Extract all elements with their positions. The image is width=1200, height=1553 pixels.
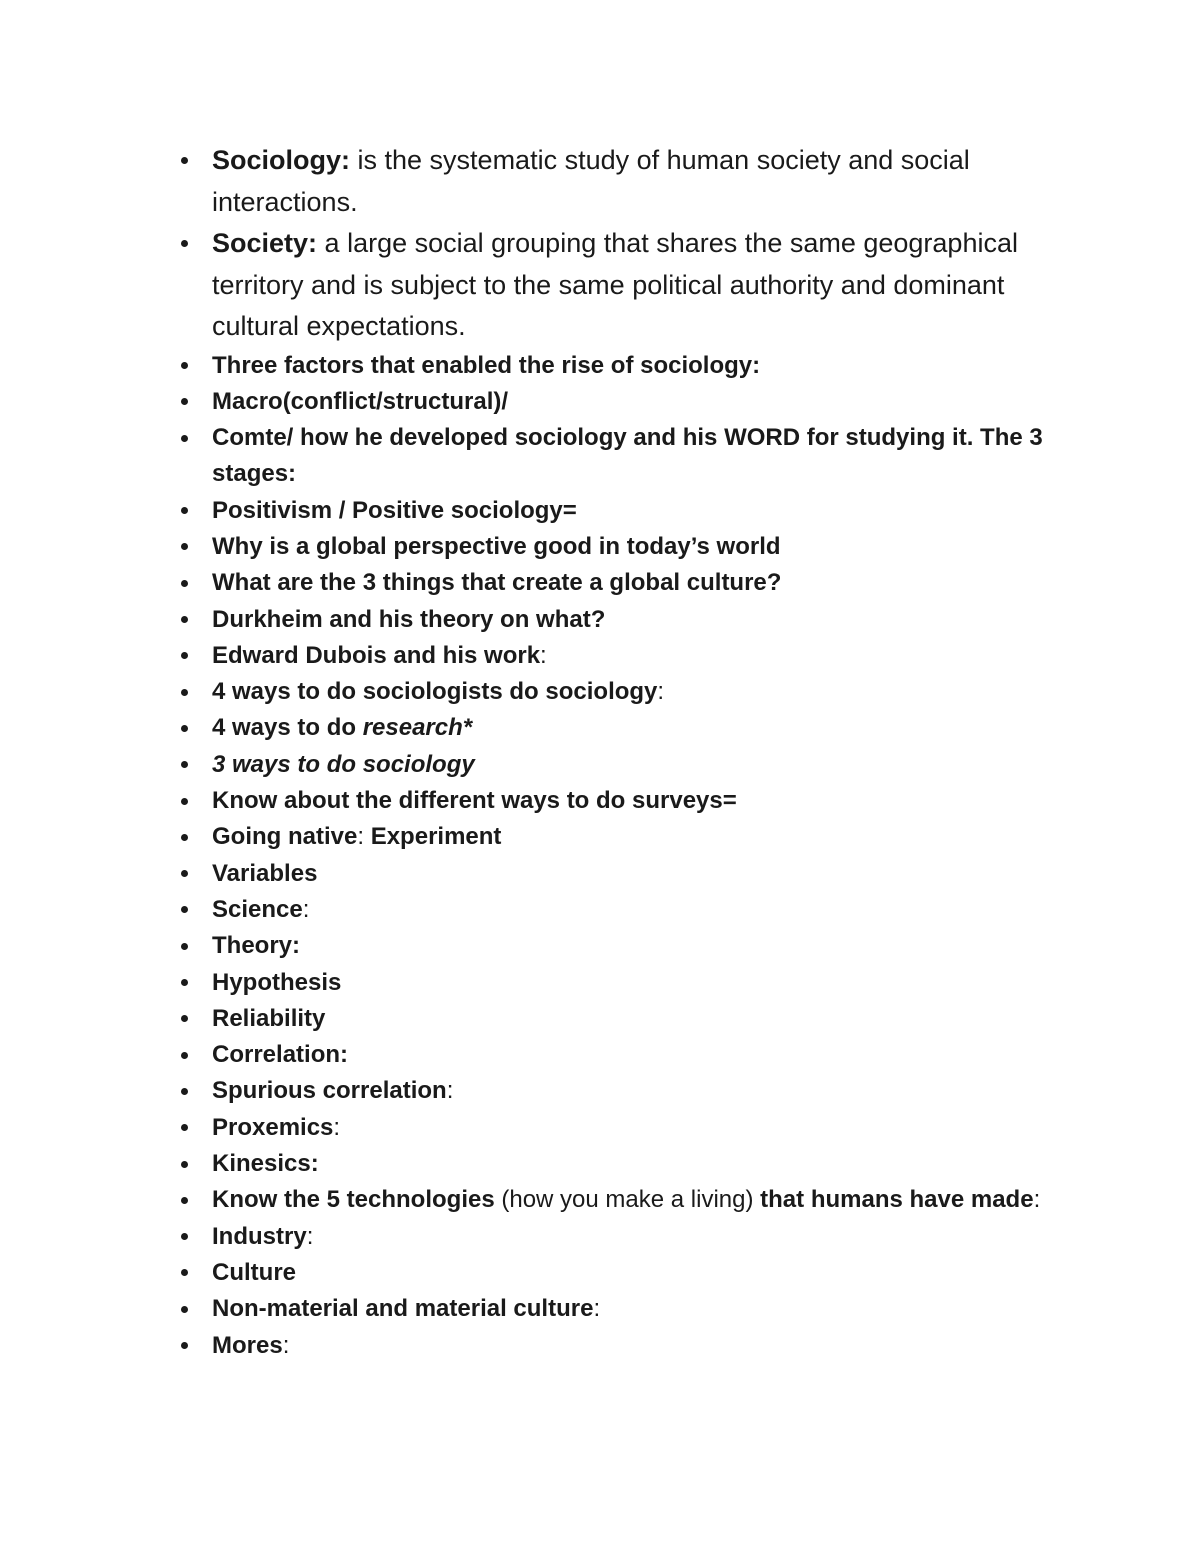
text-run: Society: — [212, 228, 318, 258]
text-run: Non-material and material culture — [212, 1295, 594, 1323]
text-run: : — [306, 1222, 314, 1250]
bullet-icon — [181, 1269, 188, 1276]
text-run: is the systematic study of human society and social interactions. — [212, 145, 970, 217]
bullet-icon — [181, 1124, 188, 1131]
text-run: Science — [212, 895, 303, 923]
list-item — [176, 1146, 1076, 1182]
list-item-text — [212, 823, 501, 850]
text-run: : — [657, 678, 665, 706]
bullet-icon — [181, 798, 188, 805]
list-item-text — [212, 533, 781, 560]
text-run: Hypothesis — [212, 968, 342, 996]
text-run: : — [540, 641, 547, 669]
list-item — [176, 1219, 1076, 1255]
bullet-icon — [181, 943, 188, 950]
list-item — [176, 140, 1076, 223]
list-item-text — [212, 1041, 348, 1068]
text-run: Know the 5 technologies — [212, 1186, 495, 1214]
list-item-text — [212, 145, 970, 217]
list-item — [176, 638, 1076, 674]
list-item — [176, 1037, 1076, 1073]
bullet-icon — [181, 507, 188, 514]
list-item — [176, 1291, 1076, 1327]
list-item-text — [212, 969, 341, 996]
list-item-text — [212, 1150, 319, 1177]
text-run: (how you make a living) — [494, 1186, 761, 1214]
text-run: Macro(conflict/structural)/ — [212, 387, 509, 415]
text-run: Know about the different ways to do surveys= — [212, 787, 737, 815]
list-item-text — [212, 228, 1018, 341]
bullet-icon — [181, 398, 188, 405]
list-item-text — [212, 1114, 340, 1141]
list-item — [176, 1328, 1076, 1364]
bullet-icon — [181, 1197, 188, 1204]
text-run: Industry — [212, 1222, 307, 1250]
text-run: What are the 3 things that create a global culture? — [212, 569, 782, 597]
text-run: Edward Dubois and his work — [212, 641, 541, 669]
list-item — [176, 856, 1076, 892]
list-item — [176, 819, 1076, 855]
text-run: Experiment — [370, 823, 502, 851]
bullet-icon — [181, 1342, 188, 1349]
list-item-text — [212, 896, 309, 923]
list-item — [176, 674, 1076, 710]
list-item — [176, 783, 1076, 819]
bullet-icon — [181, 870, 188, 877]
text-run: Mores — [212, 1331, 283, 1359]
text-run: Variables — [212, 859, 318, 887]
list-item — [176, 529, 1076, 565]
bullet-icon — [181, 1088, 188, 1095]
list-item — [176, 384, 1076, 420]
list-item-text — [212, 1332, 289, 1359]
bullet-icon — [181, 979, 188, 986]
list-item-text — [212, 751, 475, 778]
bullet-icon — [181, 652, 188, 659]
text-run: 3 ways to do sociology — [212, 750, 475, 778]
list-item-text — [212, 714, 472, 741]
list-item — [176, 420, 1076, 493]
list-item-text — [212, 388, 508, 415]
list-item-text — [212, 1295, 600, 1322]
bullet-icon — [181, 580, 188, 587]
text-run: Durkheim and his theory on what? — [212, 605, 606, 633]
list-item-text — [212, 1186, 1040, 1213]
text-run: Three factors that enabled the rise of sociology: — [212, 351, 761, 379]
list-item — [176, 1073, 1076, 1109]
bullet-icon — [181, 725, 188, 732]
list-item — [176, 1182, 1076, 1218]
list-item-text — [212, 787, 737, 814]
list-item-text — [212, 1223, 313, 1250]
bullet-icon — [181, 157, 188, 164]
text-run: Reliability — [212, 1004, 326, 1032]
list-item-text — [212, 606, 605, 633]
bullet-icon — [181, 906, 188, 913]
bullet-icon — [181, 1015, 188, 1022]
text-run: : — [593, 1295, 601, 1323]
list-item — [176, 602, 1076, 638]
list-item-text — [212, 1259, 296, 1286]
bullet-icon — [181, 1052, 188, 1059]
list-item — [176, 928, 1076, 964]
list-item-text — [212, 424, 1043, 487]
text-run: : — [446, 1077, 454, 1105]
list-item-text — [212, 932, 300, 959]
list-item — [176, 965, 1076, 1001]
list-item — [176, 892, 1076, 928]
list-item-text — [212, 497, 577, 524]
bullet-icon — [181, 240, 188, 247]
text-run: 4 ways to do sociologists do sociology — [212, 678, 658, 706]
text-run: Comte/ how he developed sociology and his WORD for studying it. The 3 stages: — [212, 424, 1043, 488]
list-item — [176, 223, 1076, 348]
text-run: Spurious correlation — [212, 1077, 447, 1105]
text-run: Culture — [212, 1258, 296, 1286]
text-run: : — [302, 895, 310, 923]
list-item-text — [212, 352, 760, 379]
text-run: : — [357, 823, 371, 851]
text-run: Kinesics: — [212, 1150, 319, 1178]
text-run: 4 ways to do — [212, 714, 363, 742]
bullet-icon — [181, 1306, 188, 1313]
list-item — [176, 1001, 1076, 1037]
text-run: Proxemics — [212, 1113, 334, 1141]
text-run: : — [1033, 1186, 1041, 1214]
list-item-text — [212, 1077, 453, 1104]
list-item-text — [212, 642, 547, 669]
text-run: Correlation: — [212, 1041, 349, 1069]
bullet-icon — [181, 689, 188, 696]
text-run: Sociology: — [212, 145, 351, 175]
list-item — [176, 747, 1076, 783]
bullet-icon — [181, 543, 188, 550]
text-run: : — [333, 1113, 341, 1141]
bullet-icon — [181, 435, 188, 442]
list-item — [176, 710, 1076, 746]
bullet-icon — [181, 616, 188, 623]
bullet-icon — [181, 362, 188, 369]
list-item — [176, 348, 1076, 384]
list-item-text — [212, 860, 317, 887]
text-run: that humans have made — [760, 1186, 1034, 1214]
text-run: Going native — [212, 823, 358, 851]
bullet-list — [176, 140, 1076, 1364]
list-item — [176, 565, 1076, 601]
text-run: Positivism / Positive sociology= — [212, 496, 577, 524]
bullet-icon — [181, 834, 188, 841]
text-run: : — [282, 1331, 290, 1359]
list-item-text — [212, 678, 664, 705]
list-item-text — [212, 569, 781, 596]
bullet-icon — [181, 1233, 188, 1240]
list-item-text — [212, 1005, 325, 1032]
list-item — [176, 1255, 1076, 1291]
list-item — [176, 1110, 1076, 1146]
list-item — [176, 493, 1076, 529]
text-run: Theory: — [212, 932, 301, 960]
text-run: research* — [362, 714, 473, 742]
bullet-icon — [181, 1161, 188, 1168]
text-run: a large social grouping that shares the same geographical territory and is subject to the same political authority and dominant cultural expectations. — [212, 228, 1018, 341]
bullet-icon — [181, 761, 188, 768]
text-run: Why is a global perspective good in today’s world — [212, 532, 781, 560]
